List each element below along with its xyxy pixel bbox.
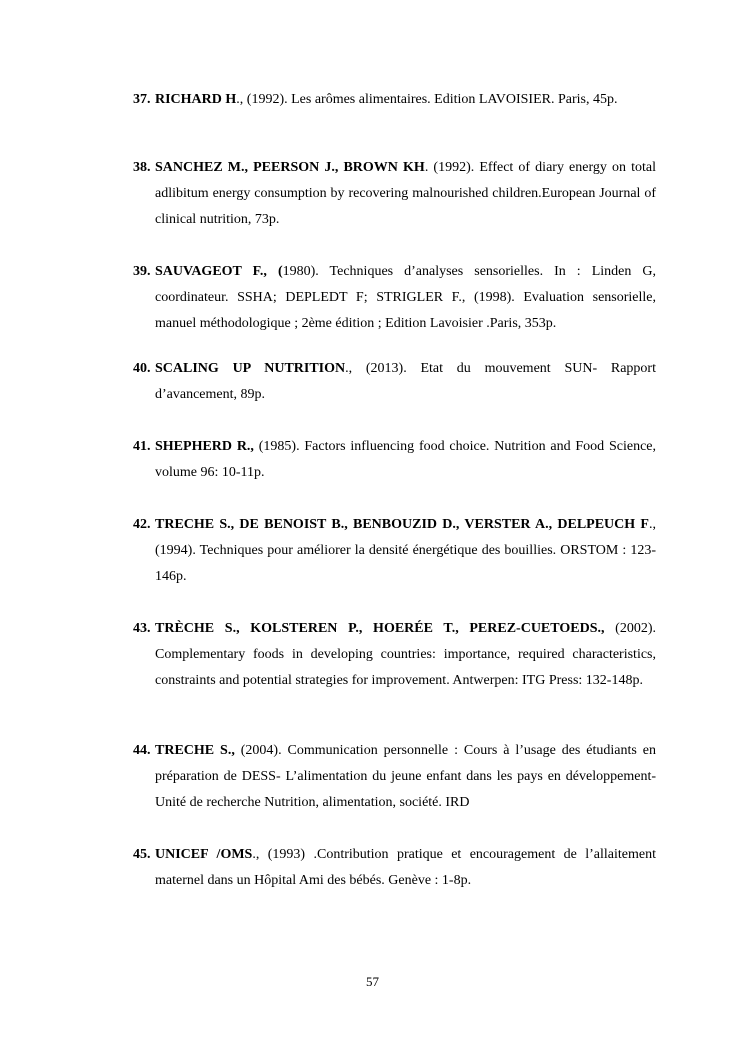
reference-details: (2002). Complementary foods in developing countries: importance, required characteristics, constraints and potential strategies for improvement. Antwerpen: ITG Press: 132-148p. bbox=[155, 621, 656, 688]
reference-number: 44. bbox=[133, 743, 151, 758]
reference-40 bbox=[133, 356, 656, 408]
reference-text bbox=[155, 356, 656, 408]
reference-number: 43. bbox=[133, 621, 151, 636]
reference-number: 41. bbox=[133, 439, 151, 454]
reference-authors: TRECHE S., DE BENOIST B., BENBOUZID D., VERSTER A., DELPEUCH F bbox=[155, 517, 649, 532]
reference-text bbox=[155, 87, 656, 113]
reference-authors: SCALING UP NUTRITION bbox=[155, 361, 346, 376]
reference-details: (2004). Communication personnelle : Cours à l’usage des étudiants en préparation de DESS- L’alimentation du jeune enfant dans les pays en développement- Unité de recherche Nutrition, alimentation, société. IRD bbox=[155, 743, 656, 810]
reference-details: 1980). Techniques d’analyses sensorielles. In : Linden G, coordinateur. SSHA; DEPLEDT F; STRIGLER F., (1998). Evaluation sensorielle, manuel méthodologique ; 2ème édition ; Edition Lavoisier .Paris, 353p. bbox=[155, 264, 656, 331]
reference-number: 40. bbox=[133, 361, 151, 376]
reference-details: (1985). Factors influencing food choice. Nutrition and Food Science, volume 96: 10-11p. bbox=[155, 439, 657, 480]
page-number: 57 bbox=[366, 974, 379, 989]
reference-authors: RICHARD H bbox=[155, 92, 237, 107]
reference-number: 37. bbox=[133, 92, 151, 107]
reference-45 bbox=[133, 842, 656, 894]
reference-authors: SAUVAGEOT F., ( bbox=[155, 264, 283, 279]
reference-details: . (1992). Effect of diary energy on total adlibitum energy consumption by recovering malnourished children.European Journal of clinical nutrition, 73p. bbox=[155, 160, 656, 227]
reference-authors: TRECHE S., bbox=[155, 743, 235, 758]
reference-41 bbox=[133, 434, 656, 486]
reference-number: 45. bbox=[133, 847, 151, 862]
reference-44 bbox=[133, 738, 656, 816]
reference-details: ., (1993) .Contribution pratique et encouragement de l’allaitement maternel dans un Hôpital Ami des bébés. Genève : 1-8p. bbox=[155, 847, 656, 888]
reference-39 bbox=[133, 259, 656, 337]
reference-details: ., (2013). Etat du mouvement SUN- Rapport d’avancement, 89p. bbox=[155, 361, 656, 402]
reference-details: ., (1994). Techniques pour améliorer la densité énergétique des bouillies. ORSTOM : 123-146p. bbox=[155, 517, 656, 584]
reference-number: 38. bbox=[133, 160, 151, 175]
reference-text bbox=[155, 155, 656, 233]
reference-details: ., (1992). Les arômes alimentaires. Edition LAVOISIER. Paris, 45p. bbox=[236, 92, 618, 107]
reference-authors: SANCHEZ M., PEERSON J., BROWN KH bbox=[155, 160, 425, 175]
reference-38 bbox=[133, 155, 656, 233]
reference-text bbox=[155, 259, 656, 337]
reference-text bbox=[155, 434, 656, 486]
reference-text bbox=[155, 738, 656, 816]
reference-text bbox=[155, 842, 656, 894]
reference-text bbox=[155, 512, 656, 590]
reference-number: 39. bbox=[133, 264, 151, 279]
reference-authors: TRÈCHE S., KOLSTEREN P., HOERÉE T., PEREZ-CUETOEDS., bbox=[155, 621, 605, 636]
reference-authors: SHEPHERD R., bbox=[155, 439, 254, 454]
reference-43 bbox=[133, 616, 656, 694]
reference-text bbox=[155, 616, 656, 694]
reference-37 bbox=[133, 87, 656, 113]
reference-number: 42. bbox=[133, 517, 151, 532]
reference-42 bbox=[133, 512, 656, 590]
reference-authors: UNICEF /OMS bbox=[155, 847, 253, 862]
